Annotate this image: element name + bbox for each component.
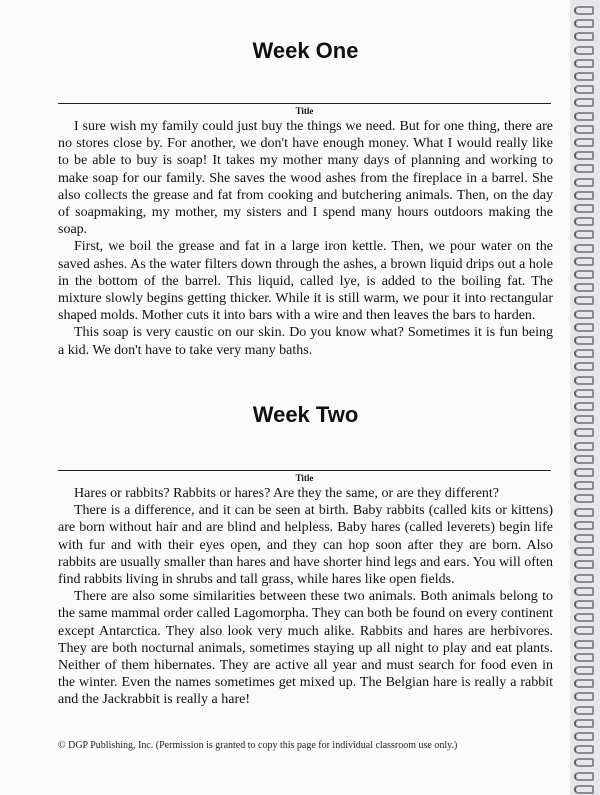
binding-coil xyxy=(574,151,594,160)
binding-coil xyxy=(574,283,594,292)
binding-coil xyxy=(574,640,594,649)
week-two-title-line xyxy=(58,470,551,471)
binding-coil xyxy=(574,323,594,332)
binding-coil xyxy=(574,32,594,41)
binding-coil xyxy=(574,692,594,701)
week-two-passage xyxy=(58,485,553,709)
binding-coil xyxy=(574,244,594,253)
binding-coil xyxy=(574,428,594,437)
binding-coil xyxy=(574,785,594,794)
binding-coil xyxy=(574,112,594,121)
binding-coil xyxy=(574,508,594,517)
binding-coil xyxy=(574,574,594,583)
binding-coil xyxy=(574,402,594,411)
copyright-footer: © DGP Publishing, Inc. (Permission is granted to copy this page for individual classroom use only.) xyxy=(58,740,458,751)
binding-coil xyxy=(574,349,594,358)
binding-coil xyxy=(574,772,594,781)
binding-coil xyxy=(574,389,594,398)
binding-coil xyxy=(574,494,594,503)
week-two-paragraph-1: Hares or rabbits? Rabbits or hares? Are they the same, or are they different? xyxy=(74,486,500,501)
binding-coil xyxy=(574,59,594,68)
week-one-paragraph-1: I sure wish my family could just buy the things we need. But for one thing, there are no stores close by. For another, we don't have enough money. What I would really like to be able to buy is soap! It takes my mother many days of planning and working to make soap for our family. She saves the wood ashes from the fireplace in a barrel. She also collects the grease and fat from cooking and butchering animals. Then, on the day of soapmaking, my mother, my sisters and I spend many hours outdoors making the soap. xyxy=(58,119,553,238)
binding-coil xyxy=(574,19,594,28)
binding-coil xyxy=(574,217,594,226)
week-one-title-label: Title xyxy=(295,106,314,116)
binding-coil xyxy=(574,85,594,94)
binding-coil xyxy=(574,666,594,675)
binding-coil xyxy=(574,547,594,556)
binding-coil xyxy=(574,362,594,371)
week-one-paragraph-2: First, we boil the grease and fat in a large iron kettle. Then, we pour water on the saved ashes. As the water filters down through the ashes, a brown liquid drips out a hole in the bottom of the barrel. This liquid, called lye, is added to the boiling fat. The mixture slowly begins getting thicker. While it is still warm, we pour it into rectangular shaped molds. Mother cuts it into bars with a wire and then leaves the bars to harden. xyxy=(58,239,553,324)
binding-coil xyxy=(574,732,594,741)
binding-coil xyxy=(574,679,594,688)
spiral-binding xyxy=(570,0,600,795)
binding-coil xyxy=(574,560,594,569)
binding-coil xyxy=(574,719,594,728)
binding-coil xyxy=(574,6,594,15)
binding-coil xyxy=(574,415,594,424)
binding-coil xyxy=(574,164,594,173)
binding-coil xyxy=(574,455,594,464)
binding-coil xyxy=(574,626,594,635)
binding-coil xyxy=(574,613,594,622)
binding-coil xyxy=(574,376,594,385)
binding-coil xyxy=(574,600,594,609)
binding-coil xyxy=(574,534,594,543)
binding-coil xyxy=(574,72,594,81)
week-two-heading: Week Two xyxy=(252,402,359,427)
binding-coil xyxy=(574,138,594,147)
week-two-title-label: Title xyxy=(295,473,314,483)
binding-coil xyxy=(574,191,594,200)
binding-coil xyxy=(574,296,594,305)
binding-coil xyxy=(574,178,594,187)
week-one-heading: Week One xyxy=(252,38,359,63)
binding-coil xyxy=(574,706,594,715)
binding-coil xyxy=(574,46,594,55)
binding-coil xyxy=(574,521,594,530)
binding-coil xyxy=(574,442,594,451)
binding-coil xyxy=(574,204,594,213)
binding-coil xyxy=(574,98,594,107)
binding-coil xyxy=(574,230,594,239)
binding-coil xyxy=(574,257,594,266)
week-two-paragraph-2: There is a difference, and it can be seen at birth. Baby rabbits (called kits or kittens) are born without hair and are blind and helpless. Baby hares (called leverets) begin life with fur and with their eyes open, and they can hop soon after they are born. Also rabbits are usually smaller than hares and have shorter hind legs and ears. You will often find rabbits living in shrubs and tall grass, while hares like open fields. xyxy=(58,503,553,588)
binding-coil xyxy=(574,745,594,754)
week-one-passage xyxy=(58,118,553,359)
binding-coil xyxy=(574,653,594,662)
binding-coil xyxy=(574,587,594,596)
binding-coil xyxy=(574,468,594,477)
binding-coil xyxy=(574,310,594,319)
week-two-paragraph-3: There are also some similarities between these two animals. Both animals belong to the same mammal order called Lagomorpha. They can both be found on every continent except Antarctica. They also look very much alike. Rabbits and hares are herbivores. They are both nocturnal animals, sometimes staying up all night to play and eat plants. Neither of them hibernates. They are active all year and must search for food even in the winter. Even the names sometimes get mixed up. The Belgian hare is really a rabbit and the Jackrabbit is really a hare! xyxy=(58,589,553,708)
binding-coil xyxy=(574,758,594,767)
binding-coil xyxy=(574,481,594,490)
week-one-title-line xyxy=(58,103,551,104)
week-one-paragraph-3: This soap is very caustic on our skin. Do you know what? Sometimes it is fun being a kid. We don't have to take very many baths. xyxy=(58,325,553,358)
binding-coil xyxy=(574,125,594,134)
binding-coil xyxy=(574,336,594,345)
binding-coil xyxy=(574,270,594,279)
